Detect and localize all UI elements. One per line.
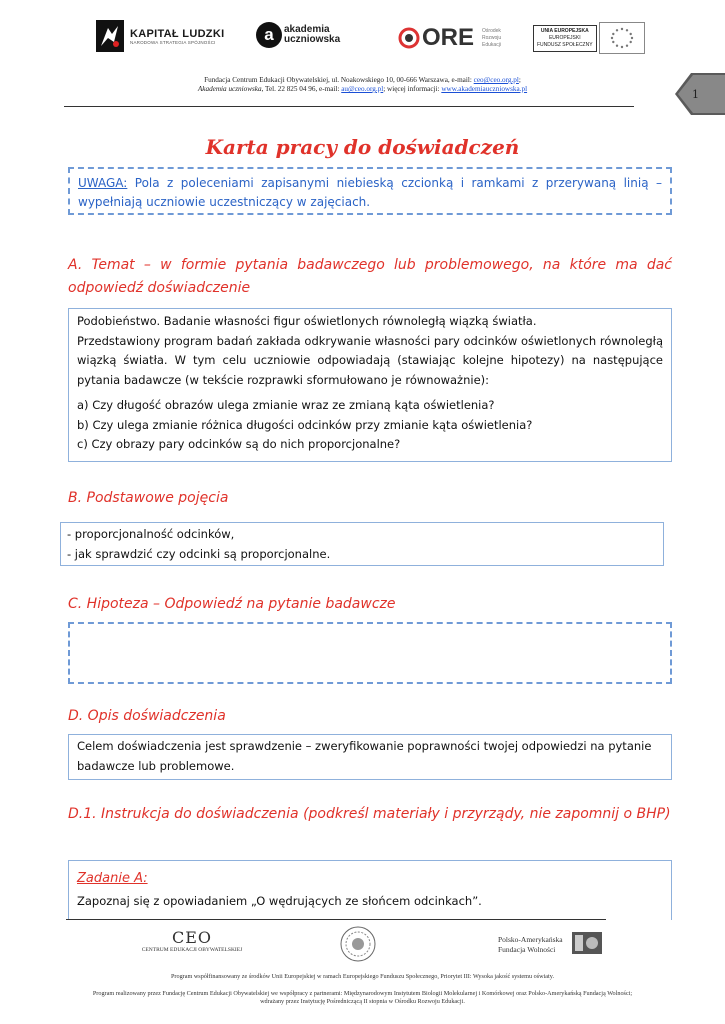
ceo-logo-text: CEO bbox=[171, 928, 213, 947]
ue-line3: FUNDUSZ SPOŁECZNY bbox=[537, 41, 593, 48]
section-d-heading: D. Opis doświadczenia bbox=[68, 708, 226, 724]
experiment-description: Celem doświadczenia jest sprawdzenie – zweryfikowanie poprawności twojej odpowiedzi na pytanie badawcze lub problemowe. bbox=[77, 739, 652, 773]
ceo-logo-name: CENTRUM EDUKACJI OBYWATELSKIEJ bbox=[141, 947, 243, 953]
section-a-box bbox=[68, 308, 672, 462]
concept-item-2: - jak sprawdzić czy odcinki są proporcjonalne. bbox=[67, 546, 331, 561]
topic-paragraph: Przedstawiony program badań zakłada odkrywanie własności pary odcinków oświetlonych równoległą wiązką światła. W tym celu uczniowie odpowiadają (stawiając kolejne hipotezy) na następujące pytania badawcze (w tekście rozprawki sformułowano je równoważnie): bbox=[77, 333, 663, 387]
concept-item-1: - proporcjonalność odcinków, bbox=[67, 527, 235, 541]
kapital-ludzki-emblem-icon bbox=[96, 20, 124, 52]
akademia-line1: akademia bbox=[284, 24, 330, 35]
ue-logo bbox=[533, 22, 645, 54]
au-email-link[interactable]: au@ceo.org.pl bbox=[341, 85, 384, 93]
section-d-box bbox=[68, 734, 672, 780]
pafw-line2: Fundacja Wolności bbox=[498, 945, 556, 954]
section-c-heading: C. Hipoteza – Odpowiedź na pytanie badawcze bbox=[68, 596, 396, 612]
header-address-line1 bbox=[0, 76, 725, 84]
ore-sub-1: Ośrodek bbox=[482, 27, 501, 34]
footer-divider bbox=[66, 919, 606, 920]
pafw-emblem-icon bbox=[572, 930, 602, 956]
section-d1-box bbox=[68, 860, 672, 920]
question-a: a) Czy długość obrazów ulega zmianie wraz ze zmianą kąta oświetlenia? bbox=[77, 398, 495, 412]
phone-text: , Tel. 22 825 04 96, e-mail: bbox=[261, 85, 342, 93]
uwaga-box bbox=[68, 167, 672, 215]
akademia-name: Akademia uczniowska bbox=[197, 85, 262, 93]
address-suffix: ; bbox=[518, 76, 521, 84]
akademia-url-link[interactable]: www.akademiauczniowska.pl bbox=[441, 85, 528, 93]
au-circle-icon: a bbox=[256, 22, 282, 48]
kapital-ludzki-logo bbox=[96, 20, 224, 52]
ceo-footer-logo bbox=[132, 928, 252, 953]
ore-sub-2: Rozwoju bbox=[482, 34, 502, 41]
page-number-tab bbox=[675, 73, 725, 115]
section-a-heading: A. Temat – w formie pytania badawczego lub problemowego, na które ma dać odpowiedź doświadczenie bbox=[68, 257, 672, 296]
page-title: Karta pracy do doświadczeń bbox=[205, 135, 520, 159]
section-b-heading: B. Podstawowe pojęcia bbox=[68, 490, 229, 506]
hypothesis-input-box[interactable] bbox=[68, 622, 672, 684]
kapital-ludzki-subtitle: NARODOWA STRATEGIA SPÓJNOŚCI bbox=[130, 39, 216, 45]
ceo-email-link[interactable]: ceo@ceo.org.pl bbox=[473, 76, 519, 84]
ore-sub-3: Edukacji bbox=[482, 41, 501, 48]
footer-note-3: wdrażany przez Instytucję Pośredniczącą II stopnia w Ośrodku Rozwoju Edukacji. bbox=[260, 998, 465, 1005]
question-b: b) Czy ulega zmianie różnica długości odcinków przy zmianie kąta oświetlenia? bbox=[77, 417, 533, 432]
ue-text-box bbox=[533, 25, 597, 52]
pafw-logo bbox=[498, 935, 563, 955]
section-d1-heading: D.1. Instrukcja do doświadczenia (podkreśl materiały i przyrządy, nie zapomnij o BHP) bbox=[68, 806, 671, 822]
task-a-label: Zadanie A: bbox=[77, 871, 148, 886]
header-divider bbox=[64, 106, 634, 107]
topic-line: Podobieństwo. Badanie własności figur oświetlonych równoległą wiązką światła. bbox=[77, 314, 537, 328]
institute-seal-icon bbox=[340, 926, 376, 962]
page-number: 1 bbox=[692, 88, 699, 101]
task-a-text: Zapoznaj się z opowiadaniem „O wędrujących ze słońcem odcinkach”. bbox=[77, 894, 482, 908]
ue-line1: UNIA EUROPEJSKA bbox=[540, 27, 589, 34]
section-b-box bbox=[60, 522, 664, 566]
more-info-text: ; więcej informacji: bbox=[383, 85, 442, 93]
eu-flag-icon bbox=[599, 22, 645, 54]
kapital-ludzki-title: KAPITAŁ LUDZKI bbox=[130, 27, 225, 40]
akademia-line2: uczniowska bbox=[284, 34, 341, 45]
footer-note-2: Program realizowany przez Fundację Centrum Edukacji Obywatelskiej we współpracy z partnerami: Międzynarodowym Instytutem Biologii Molekularnej i Komórkowej oraz Polsko-Amerykańską Fundacją Wolności; bbox=[92, 990, 633, 997]
footer-note-1: Program współfinansowany ze środków Unii Europejskiej w ramach Europejskiego Funduszu Społecznego, Priorytet III: Wysoka jakość systemu oświaty. bbox=[170, 973, 554, 980]
pafw-line1: Polsko-Amerykańska bbox=[498, 935, 563, 944]
ore-logo bbox=[398, 24, 501, 52]
akademia-uczniowska-logo bbox=[256, 22, 340, 48]
uwaga-text: Pola z poleceniami zapisanymi niebieską czcionką i ramkami z przerywaną linią – wypełniają uczniowie uczestniczący w zajęciach. bbox=[78, 176, 662, 209]
ore-ring-icon bbox=[398, 27, 420, 49]
uwaga-label: UWAGA: bbox=[78, 176, 128, 190]
ue-line2: EUROPEJSKI bbox=[548, 34, 581, 41]
header-address-line2 bbox=[0, 85, 725, 93]
address-text: Fundacja Centrum Edukacji Obywatelskiej, ul. Noakowskiego 10, 00-666 Warszawa, e-mail: bbox=[204, 76, 474, 84]
question-c: c) Czy obrazy pary odcinków są do nich proporcjonalne? bbox=[77, 437, 401, 451]
ore-text: ORE bbox=[422, 24, 475, 51]
